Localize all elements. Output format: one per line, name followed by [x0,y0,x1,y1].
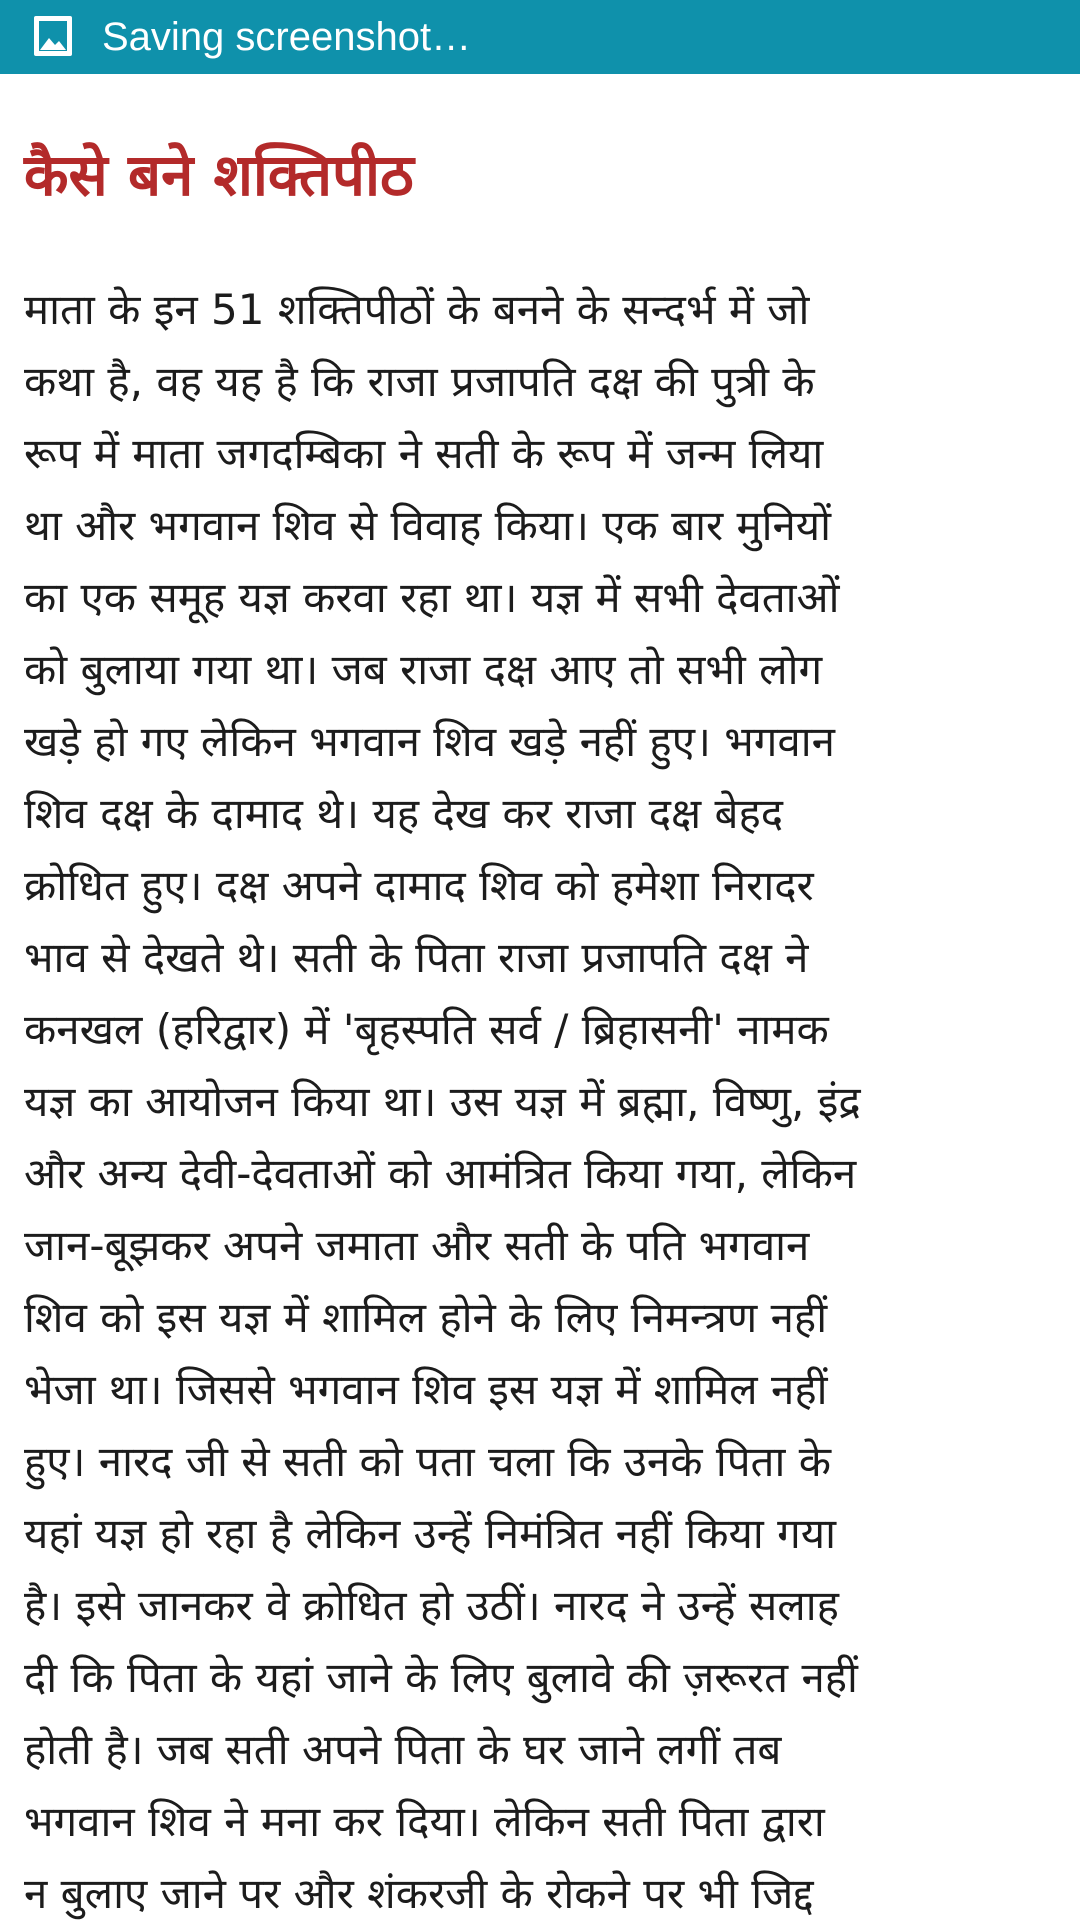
article-line: शिव को इस यज्ञ में शामिल होने के लिए निमन्त्रण नहीं [24,1293,828,1342]
article-line: का एक समूह यज्ञ करवा रहा था। यज्ञ में सभी देवताओं [24,573,840,622]
screenshot-notification-bar [0,0,1080,74]
article-line: को बुलाया गया था। जब राजा दक्ष आए तो सभी लोग [24,645,823,694]
article-line: होती है। जब सती अपने पिता के घर जाने लगीं तब [24,1725,782,1774]
article-line: यज्ञ का आयोजन किया था। उस यज्ञ में ब्रह्मा, विष्णु, इंद्र [24,1077,861,1126]
article-line: है। इसे जानकर वे क्रोधित हो उठीं। नारद ने उन्हें सलाह [24,1581,839,1630]
notification-text: Saving screenshot… [102,15,472,59]
article-line: भेजा था। जिससे भगवान शिव इस यज्ञ में शामिल नहीं [24,1365,828,1414]
article-line: और अन्य देवी-देवताओं को आमंत्रित किया गया, लेकिन [24,1149,857,1198]
article-line: माता के इन 51 शक्तिपीठों के बनने के सन्दर्भ में जो [24,285,810,334]
article-line: था और भगवान शिव से विवाह किया। एक बार मुनियों [24,501,832,550]
article-title: कैसे बने शक्तिपीठ [24,141,414,209]
article-line: यहां यज्ञ हो रहा है लेकिन उन्हें निमंत्रित नहीं किया गया [24,1509,837,1558]
article-line: कनखल (हरिद्वार) में 'बृहस्पति सर्व / ब्रिहासनी' नामक [24,1005,829,1054]
article-line: हुए। नारद जी से सती को पता चला कि उनके पिता के [24,1437,831,1486]
article-body [24,274,1064,1920]
article-line: भाव से देखते थे। सती के पिता राजा प्रजापति दक्ष ने [24,933,809,982]
article-line: भगवान शिव ने मना कर दिया। लेकिन सती पिता द्वारा [24,1797,825,1846]
article-line: कथा है, वह यह है कि राजा प्रजापति दक्ष की पुत्री के [24,357,815,406]
article-line: जान-बूझकर अपने जमाता और सती के पति भगवान [24,1221,810,1270]
article-line: न बुलाए जाने पर और शंकरजी के रोकने पर भी जिद्द [24,1869,814,1918]
article-line: शिव दक्ष के दामाद थे। यह देख कर राजा दक्ष बेहद [24,789,784,838]
image-icon [32,14,74,58]
article-line: रूप में माता जगदम्बिका ने सती के रूप में जन्म लिया [24,429,824,478]
article-line: खड़े हो गए लेकिन भगवान शिव खड़े नहीं हुए। भगवान [24,717,835,766]
article-line: दी कि पिता के यहां जाने के लिए बुलावे की ज़रूरत नहीं [24,1653,858,1702]
article-line: क्रोधित हुए। दक्ष अपने दामाद शिव को हमेशा निरादर [24,861,814,910]
